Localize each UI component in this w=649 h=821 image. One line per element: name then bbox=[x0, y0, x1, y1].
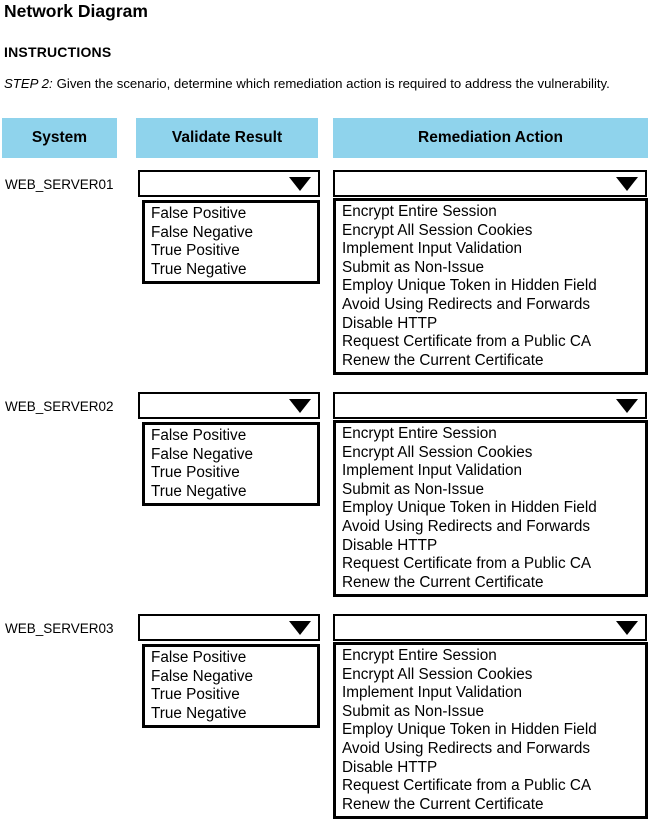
dropdown-arrow-icon bbox=[616, 621, 638, 635]
remediation-option[interactable]: Encrypt Entire Session bbox=[342, 425, 497, 442]
system-label: WEB_SERVER03 bbox=[5, 621, 114, 636]
validate-option[interactable]: True Negative bbox=[151, 482, 247, 500]
remediation-option[interactable]: Avoid Using Redirects and Forwards bbox=[342, 739, 590, 757]
remediation-option[interactable]: Disable HTTP bbox=[342, 314, 438, 332]
remediation-option[interactable]: Encrypt Entire Session bbox=[342, 647, 497, 664]
step-label: STEP 2: bbox=[4, 76, 53, 91]
remediation-option[interactable]: Avoid Using Redirects and Forwards bbox=[342, 295, 590, 313]
remediation-option[interactable]: Employ Unique Token in Hidden Field bbox=[342, 721, 597, 739]
remediation-option[interactable]: Employ Unique Token in Hidden Field bbox=[342, 277, 597, 295]
remediation-option[interactable]: Implement Input Validation bbox=[342, 240, 522, 258]
validate-result-listbox bbox=[142, 644, 320, 728]
remediation-option[interactable]: Implement Input Validation bbox=[342, 684, 522, 702]
remediation-option[interactable]: Employ Unique Token in Hidden Field bbox=[342, 499, 597, 517]
remediation-option[interactable]: Disable HTTP bbox=[342, 536, 438, 554]
validate-option[interactable]: False Negative bbox=[151, 445, 254, 463]
validate-option[interactable]: False Positive bbox=[151, 649, 247, 666]
instructions-heading: INSTRUCTIONS bbox=[4, 44, 112, 60]
dropdown-arrow-icon bbox=[616, 177, 638, 191]
remediation-option[interactable]: Implement Input Validation bbox=[342, 462, 522, 480]
remediation-option[interactable]: Encrypt Entire Session bbox=[342, 203, 497, 220]
remediation-action-listbox bbox=[333, 420, 648, 597]
remediation-option[interactable]: Renew the Current Certificate bbox=[342, 573, 544, 591]
step-instruction bbox=[4, 76, 610, 91]
column-header-validate-result: Validate Result bbox=[136, 118, 318, 158]
remediation-option[interactable]: Encrypt All Session Cookies bbox=[342, 665, 533, 683]
validate-result-listbox bbox=[142, 422, 320, 506]
remediation-option[interactable]: Disable HTTP bbox=[342, 758, 438, 776]
dropdown-arrow-icon bbox=[289, 621, 311, 635]
remediation-option[interactable]: Submit as Non-Issue bbox=[342, 480, 484, 498]
table-row-web-server01 bbox=[0, 170, 649, 392]
system-label: WEB_SERVER02 bbox=[5, 399, 114, 414]
validate-result-dropdown[interactable] bbox=[138, 170, 320, 197]
validate-option[interactable]: True Negative bbox=[151, 704, 247, 722]
remediation-option[interactable]: Avoid Using Redirects and Forwards bbox=[342, 517, 590, 535]
remediation-option[interactable]: Renew the Current Certificate bbox=[342, 351, 544, 369]
validate-option[interactable]: True Positive bbox=[151, 242, 240, 260]
remediation-option[interactable]: Submit as Non-Issue bbox=[342, 702, 484, 720]
system-label: WEB_SERVER01 bbox=[5, 177, 114, 192]
validate-option[interactable]: False Negative bbox=[151, 223, 254, 241]
page-title: Network Diagram bbox=[4, 1, 148, 21]
validate-result-listbox bbox=[142, 200, 320, 284]
dropdown-arrow-icon bbox=[616, 399, 638, 413]
remediation-action-dropdown[interactable] bbox=[333, 170, 647, 197]
remediation-option[interactable]: Request Certificate from a Public CA bbox=[342, 555, 592, 573]
table-row-web-server02 bbox=[0, 392, 649, 614]
remediation-option[interactable]: Encrypt All Session Cookies bbox=[342, 221, 533, 239]
remediation-action-listbox bbox=[333, 642, 648, 819]
remediation-option[interactable]: Encrypt All Session Cookies bbox=[342, 443, 533, 461]
validate-option[interactable]: True Negative bbox=[151, 260, 247, 278]
validate-result-dropdown[interactable] bbox=[138, 614, 320, 641]
remediation-action-dropdown[interactable] bbox=[333, 614, 647, 641]
remediation-option[interactable]: Submit as Non-Issue bbox=[342, 258, 484, 276]
column-header-remediation-action: Remediation Action bbox=[333, 118, 648, 158]
dropdown-arrow-icon bbox=[289, 177, 311, 191]
validate-option[interactable]: True Positive bbox=[151, 686, 240, 704]
validate-option[interactable]: True Positive bbox=[151, 464, 240, 482]
remediation-option[interactable]: Request Certificate from a Public CA bbox=[342, 333, 592, 351]
table-row-web-server03 bbox=[0, 614, 649, 821]
validate-option[interactable]: False Positive bbox=[151, 427, 247, 444]
remediation-option[interactable]: Renew the Current Certificate bbox=[342, 795, 544, 813]
dropdown-arrow-icon bbox=[289, 399, 311, 413]
validate-option[interactable]: False Negative bbox=[151, 667, 254, 685]
validate-result-dropdown[interactable] bbox=[138, 392, 320, 419]
validate-option[interactable]: False Positive bbox=[151, 205, 247, 222]
column-header-system: System bbox=[2, 118, 117, 158]
remediation-action-listbox bbox=[333, 198, 648, 375]
step-text: Given the scenario, determine which remediation action is required to address the vulnerability. bbox=[56, 76, 610, 91]
remediation-option[interactable]: Request Certificate from a Public CA bbox=[342, 777, 592, 795]
remediation-action-dropdown[interactable] bbox=[333, 392, 647, 419]
